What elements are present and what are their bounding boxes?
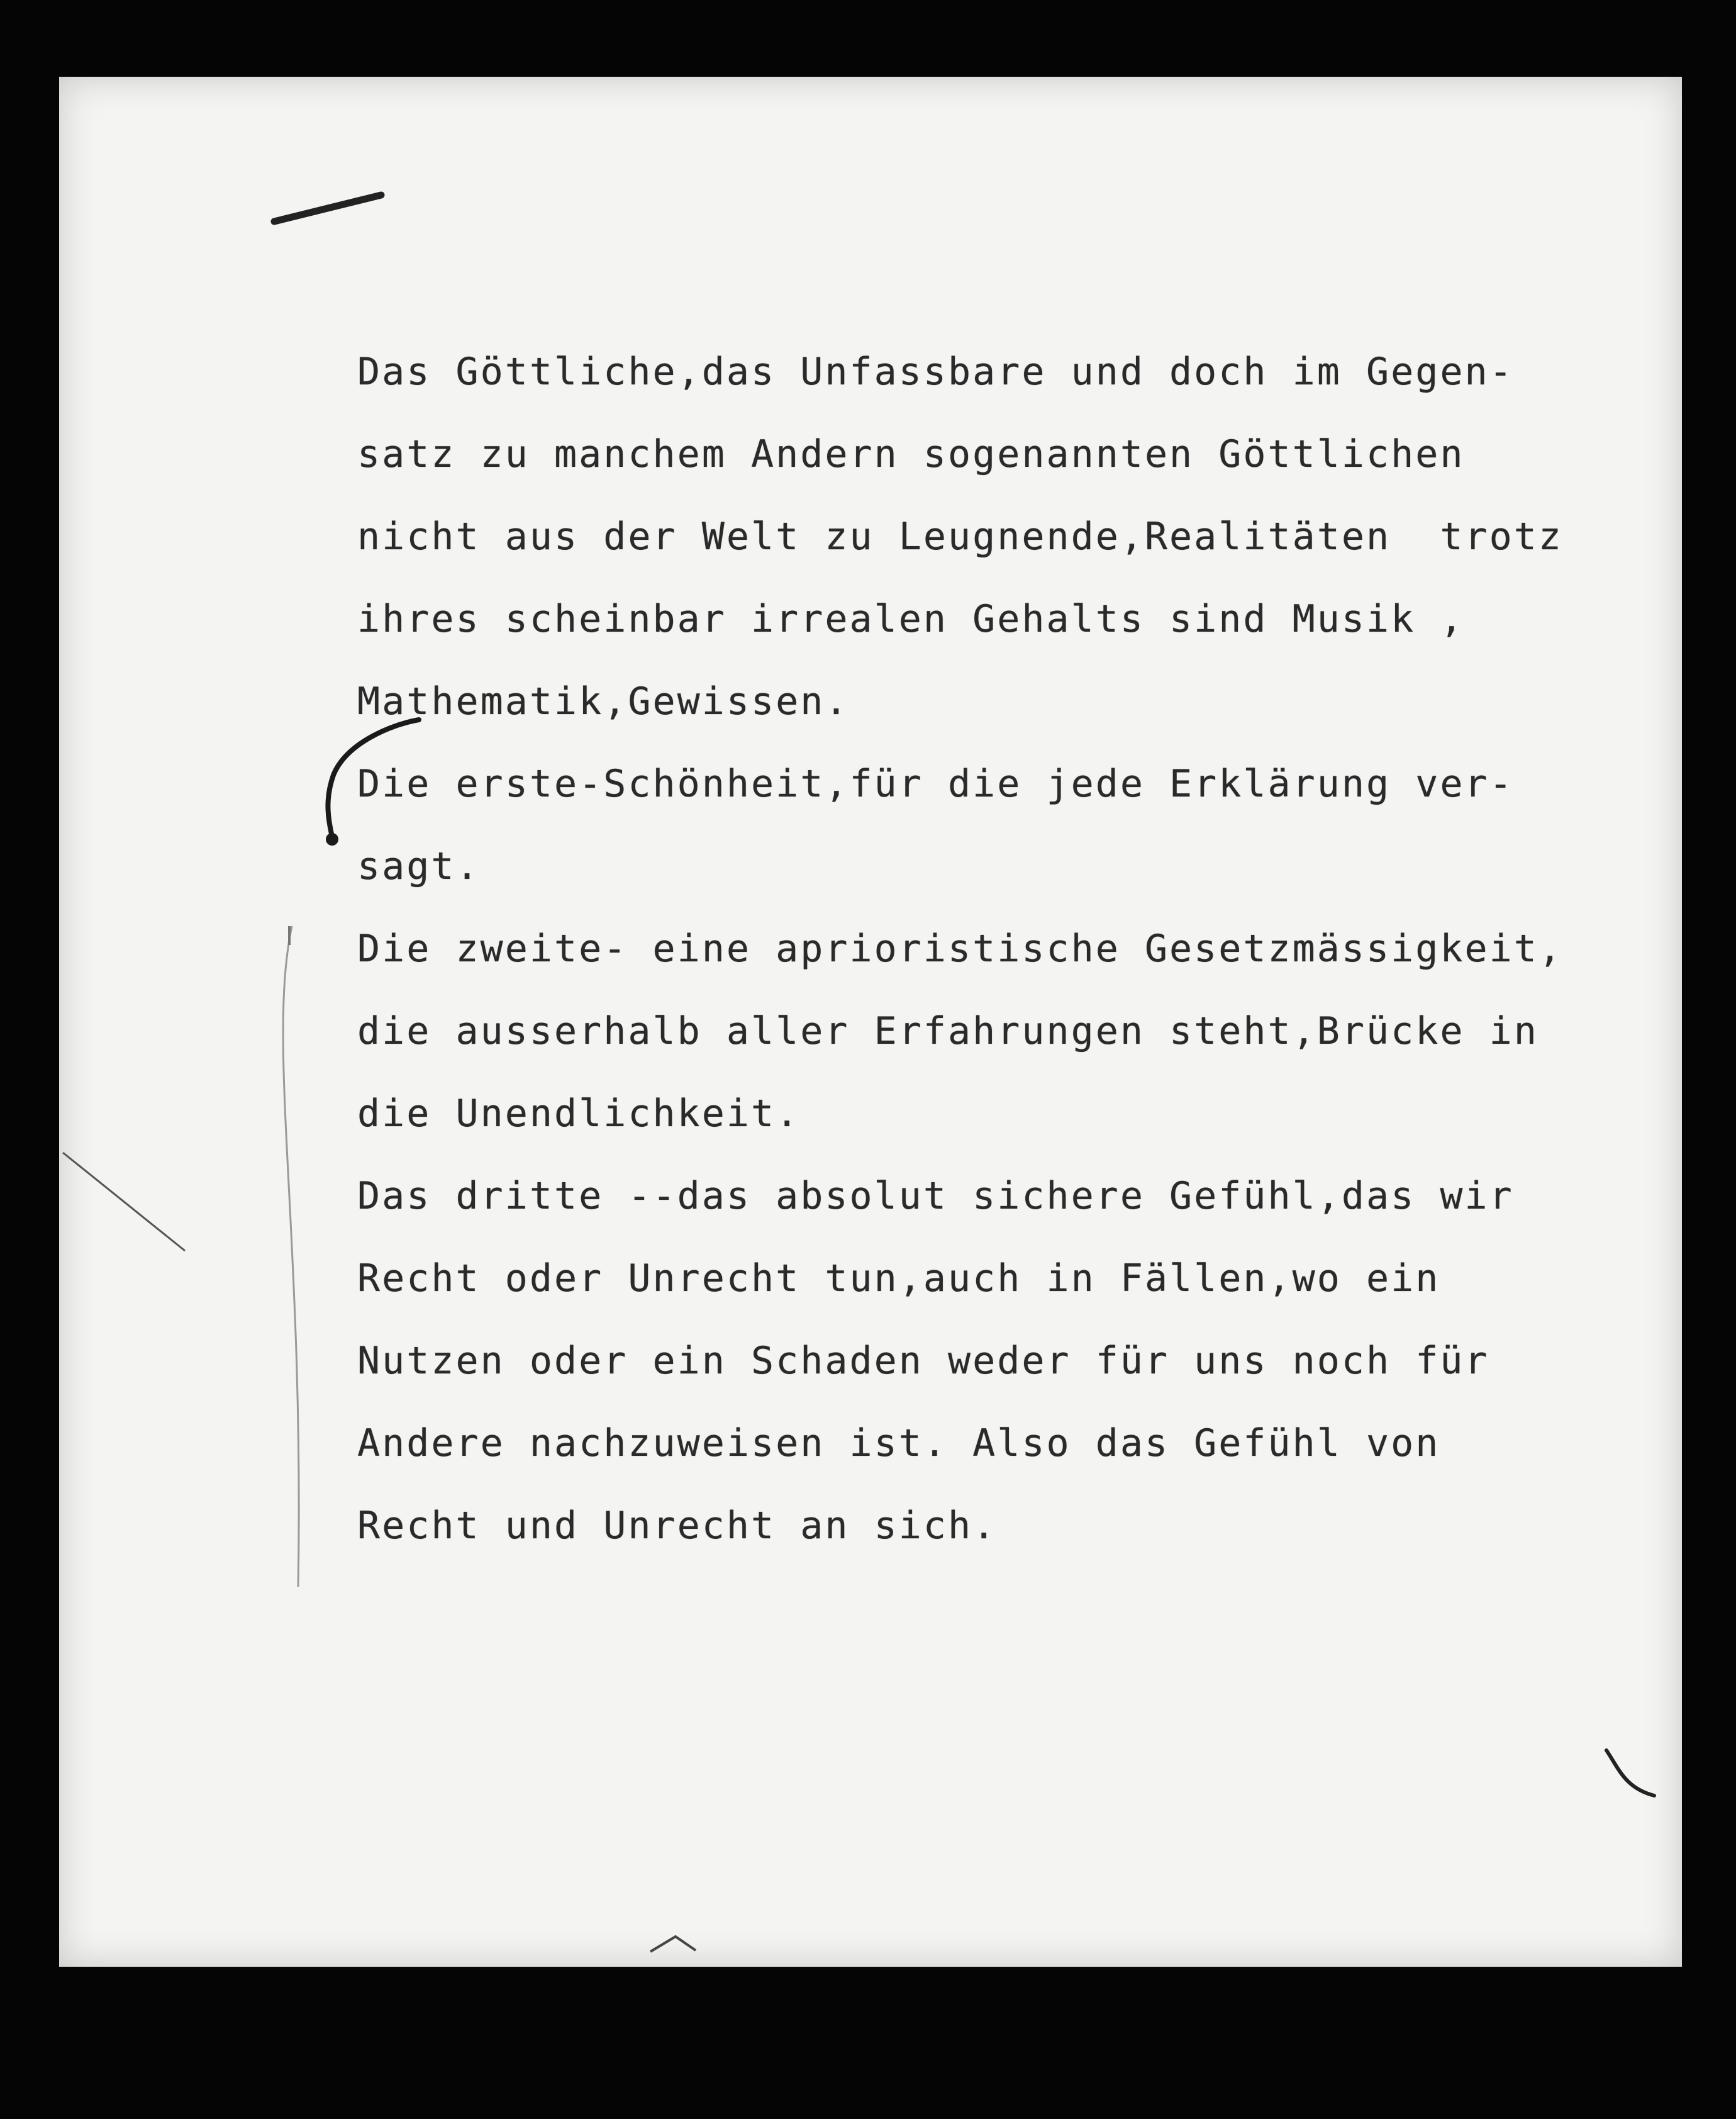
typewritten-text	[357, 331, 1640, 1567]
text-line: Das dritte --das absolut sichere Gefühl,das wir	[357, 1174, 1514, 1218]
text-line: satz zu manchem Andern sogenannten Göttlichen	[357, 432, 1465, 476]
text-line: nicht aus der Welt zu Leugnende,Realitäten trotz	[357, 515, 1564, 559]
document-page	[59, 77, 1682, 1967]
text-line: die ausserhalb aller Erfahrungen steht,Brücke in	[357, 1009, 1538, 1053]
pencil-corner-stroke	[1594, 1738, 1669, 1813]
text-line: Nutzen oder ein Schaden weder für uns noch für	[357, 1339, 1489, 1383]
pencil-bottom-tick	[638, 1926, 713, 1964]
text-line: sagt.	[357, 844, 481, 888]
text-line: Recht und Unrecht an sich.	[357, 1504, 998, 1548]
text-line: Die zweite- eine aprioristische Gesetzmässigkeit,	[357, 927, 1564, 971]
pencil-margin-line	[229, 920, 330, 1612]
text-line: die Unendlichkeit.	[357, 1092, 801, 1136]
text-line: ihres scheinbar irrealen Gehalts sind Musik ,	[357, 597, 1465, 641]
pen-dash-mark	[267, 182, 392, 233]
text-line: Mathematik,Gewissen.	[357, 679, 850, 724]
text-line: Andere nachzuweisen ist. Also das Gefühl von	[357, 1421, 1440, 1465]
pencil-diagonal-line	[59, 1146, 210, 1272]
text-line: Recht oder Unrecht tun,auch in Fällen,wo ein	[357, 1256, 1440, 1300]
text-line: Die erste-Schönheit,für die jede Erklärung ver-	[357, 762, 1514, 806]
text-line: Das Göttliche,das Unfassbare und doch im Gegen-	[357, 350, 1514, 394]
